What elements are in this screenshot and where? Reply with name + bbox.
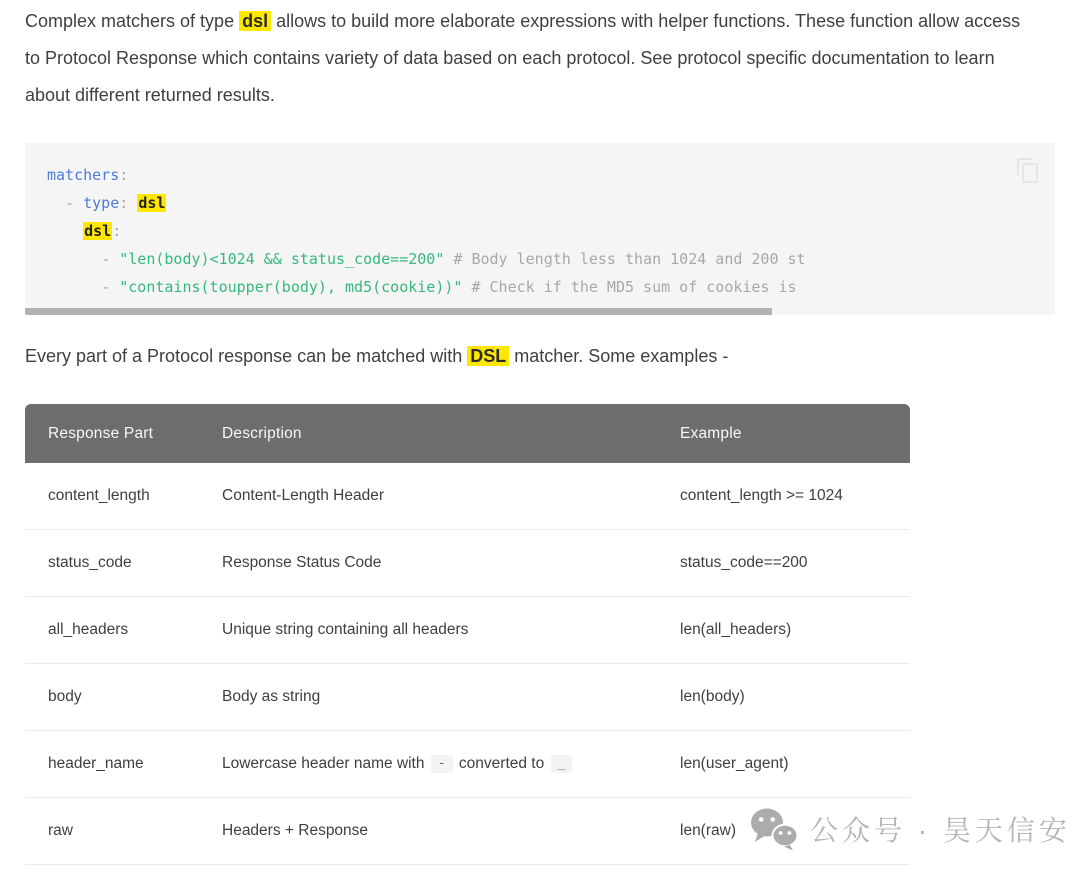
cell-description: Content-Length Header xyxy=(199,463,657,530)
response-parts-table xyxy=(25,404,910,865)
cell-description: Response Status Code xyxy=(199,530,657,597)
cell-example: len(body) xyxy=(657,664,910,731)
cell-example: len(raw) xyxy=(657,798,910,865)
cell-description: Lowercase header name with - converted to _ xyxy=(199,731,657,798)
copy-icon[interactable] xyxy=(1017,158,1039,186)
doc-content xyxy=(0,3,1080,865)
cell-response-part: content_length xyxy=(25,463,199,530)
wechat-icon xyxy=(748,807,800,851)
cell-response-part: body xyxy=(25,664,199,731)
watermark-text: 公众号 · 昊天信安 xyxy=(810,815,1071,846)
code-line: matchers: xyxy=(47,166,129,184)
dsl-highlight: dsl xyxy=(239,11,271,31)
cell-description: Body as string xyxy=(199,664,657,731)
examples-text-after: matcher. Some examples - xyxy=(509,346,729,366)
examples-paragraph xyxy=(25,338,1037,375)
cell-example: content_length >= 1024 xyxy=(657,463,910,530)
cell-response-part: status_code xyxy=(25,530,199,597)
header-description: Description xyxy=(199,404,657,463)
code-line: - type: dsl xyxy=(65,194,166,212)
table-row xyxy=(25,731,910,798)
table-row xyxy=(25,530,910,597)
cell-example: len(all_headers) xyxy=(657,597,910,664)
cell-response-part: all_headers xyxy=(25,597,199,664)
code-block xyxy=(25,143,1055,315)
intro-text-after: allows to build more elaborate expressions with helper functions. These function allow access to Protocol Response which contains variety of data based on each protocol. See protocol specific documentation to learn about different returned results. xyxy=(25,11,1021,105)
intro-paragraph xyxy=(25,3,1037,114)
code-line: dsl: xyxy=(84,222,122,240)
horizontal-scrollbar xyxy=(25,308,1055,315)
inline-code: _ xyxy=(551,755,573,773)
inline-code: - xyxy=(431,755,453,773)
intro-text-before: Complex matchers of type xyxy=(25,11,240,31)
horizontal-scrollbar-thumb[interactable] xyxy=(25,308,772,315)
cell-description: Unique string containing all headers xyxy=(199,597,657,664)
table-row xyxy=(25,597,910,664)
code-line: - "len(body)<1024 && status_code==200" # Body length less than 1024 and 200 st xyxy=(101,250,806,268)
watermark xyxy=(748,807,1071,851)
code-lines xyxy=(25,143,1055,301)
copy-icon-front-sheet xyxy=(1022,163,1038,183)
table-header-row xyxy=(25,404,910,463)
examples-text-before: Every part of a Protocol response can be matched with xyxy=(25,346,468,366)
header-response-part: Response Part xyxy=(25,404,199,463)
table-body xyxy=(25,463,910,865)
table-row xyxy=(25,664,910,731)
cell-example: len(user_agent) xyxy=(657,731,910,798)
cell-response-part: header_name xyxy=(25,731,199,798)
cell-description: Headers + Response xyxy=(199,798,657,865)
table-row xyxy=(25,463,910,530)
cell-response-part: raw xyxy=(25,798,199,865)
dsl-caps-highlight: DSL xyxy=(467,346,509,366)
cell-example: status_code==200 xyxy=(657,530,910,597)
header-example: Example xyxy=(657,404,910,463)
code-line: - "contains(toupper(body), md5(cookie))" # Check if the MD5 sum of cookies is xyxy=(101,278,797,296)
